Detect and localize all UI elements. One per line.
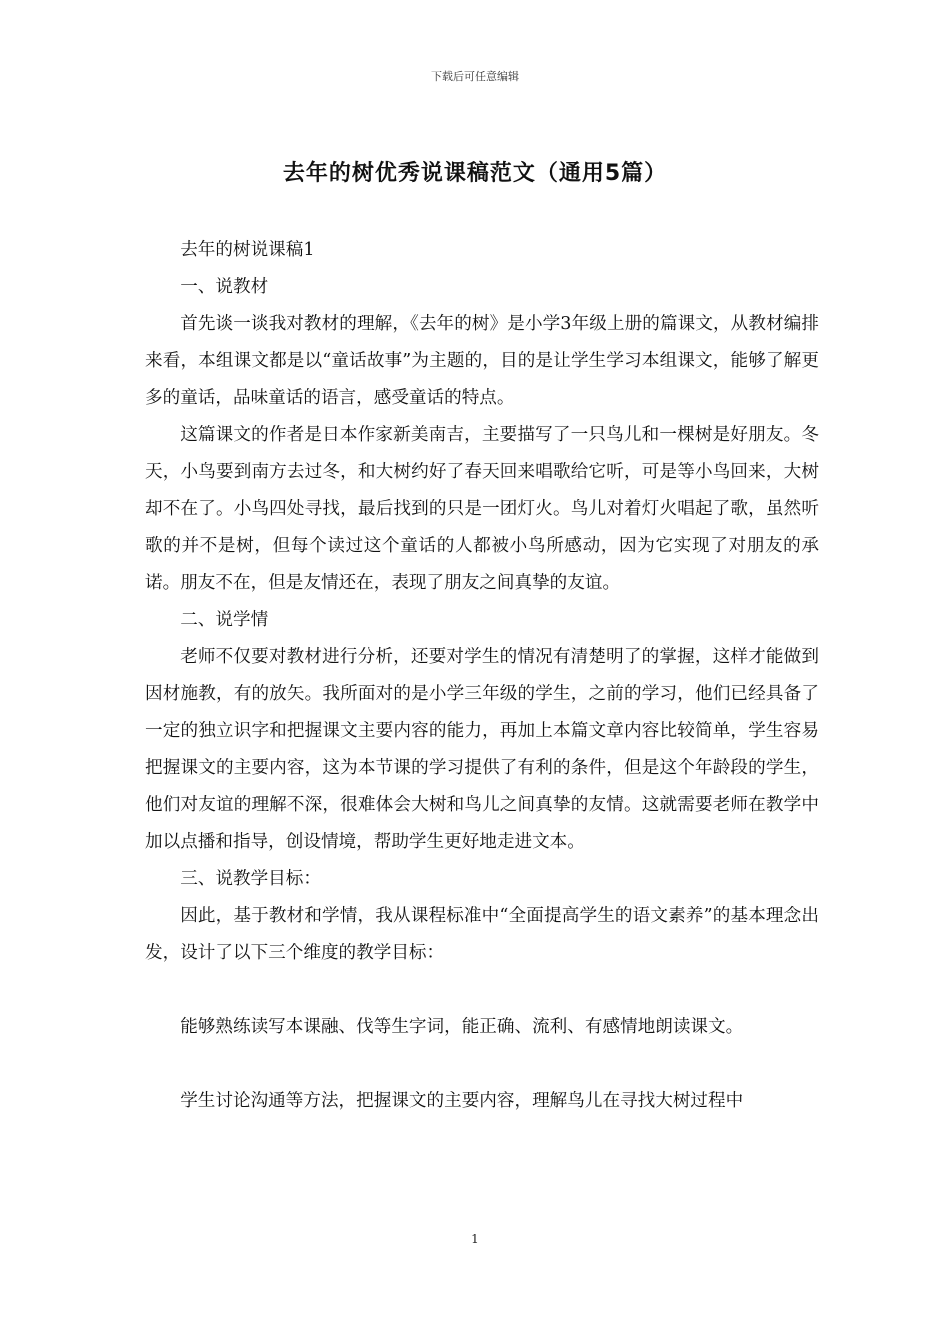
page-header: 下载后可任意编辑 <box>431 70 519 83</box>
section-heading-students: 二、说学情 <box>180 610 269 630</box>
paragraph: 学生讨论沟通等方法，把握课文的主要内容，理解鸟儿在寻找大树过程中 <box>180 1091 744 1111</box>
paragraph: 因此，基于教材和学情，我从课程标准中“全面提高学生的语文素养”的基本理念出发，设计了以下三个维度的教学目标： <box>145 906 819 963</box>
blank-line <box>145 1046 819 1083</box>
page-number: 1 <box>471 1232 479 1246</box>
section-heading-objectives: 三、说教学目标： <box>180 869 321 889</box>
section-heading-lesson-1: 去年的树说课稿1 <box>180 240 315 260</box>
paragraph: 能够熟练读写本课融、伐等生字词，能正确、流利、有感情地朗读课文。 <box>180 1017 744 1037</box>
document-title: 去年的树优秀说课稿范文（通用5篇） <box>282 161 668 186</box>
paragraph: 老师不仅要对教材进行分析，还要对学生的情况有清楚明了的掌握，这样才能做到因材施教，有的放矢。我所面对的是小学三年级的学生，之前的学习，他们已经具备了一定的独立识字和把握课文主要内容的能力，再加上本篇文章内容比较简单，学生容易把握课文的主要内容，这为本节课的学习提供了有利的条件，但是这个年龄段的学生，他们对友谊的理解不深，很难体会大树和鸟儿之间真挚的友情。这就需要老师在教学中加以点播和指导，创设情境，帮助学生更好地走进文本。 <box>145 647 819 852</box>
blank-line <box>145 972 819 1009</box>
paragraph: 这篇课文的作者是日本作家新美南吉，主要描写了一只鸟儿和一棵树是好朋友。冬天，小鸟要到南方去过冬，和大树约好了春天回来唱歌给它听，可是等小鸟回来，大树却不在了。小鸟四处寻找，最后找到的只是一团灯火。鸟儿对着灯火唱起了歌，虽然听歌的并不是树，但每个读过这个童话的人都被小鸟所感动，因为它实现了对朋友的承诺。朋友不在，但是友情还在，表现了朋友之间真挚的友谊。 <box>145 425 819 593</box>
paragraph: 首先谈一谈我对教材的理解，《去年的树》是小学3年级上册的篇课文，从教材编排来看，本组课文都是以“童话故事”为主题的，目的是让学生学习本组课文，能够了解更多的童话，品味童话的语言，感受童话的特点。 <box>145 314 819 408</box>
document-body <box>145 232 819 1120</box>
section-heading-textbook: 一、说教材 <box>180 277 269 297</box>
